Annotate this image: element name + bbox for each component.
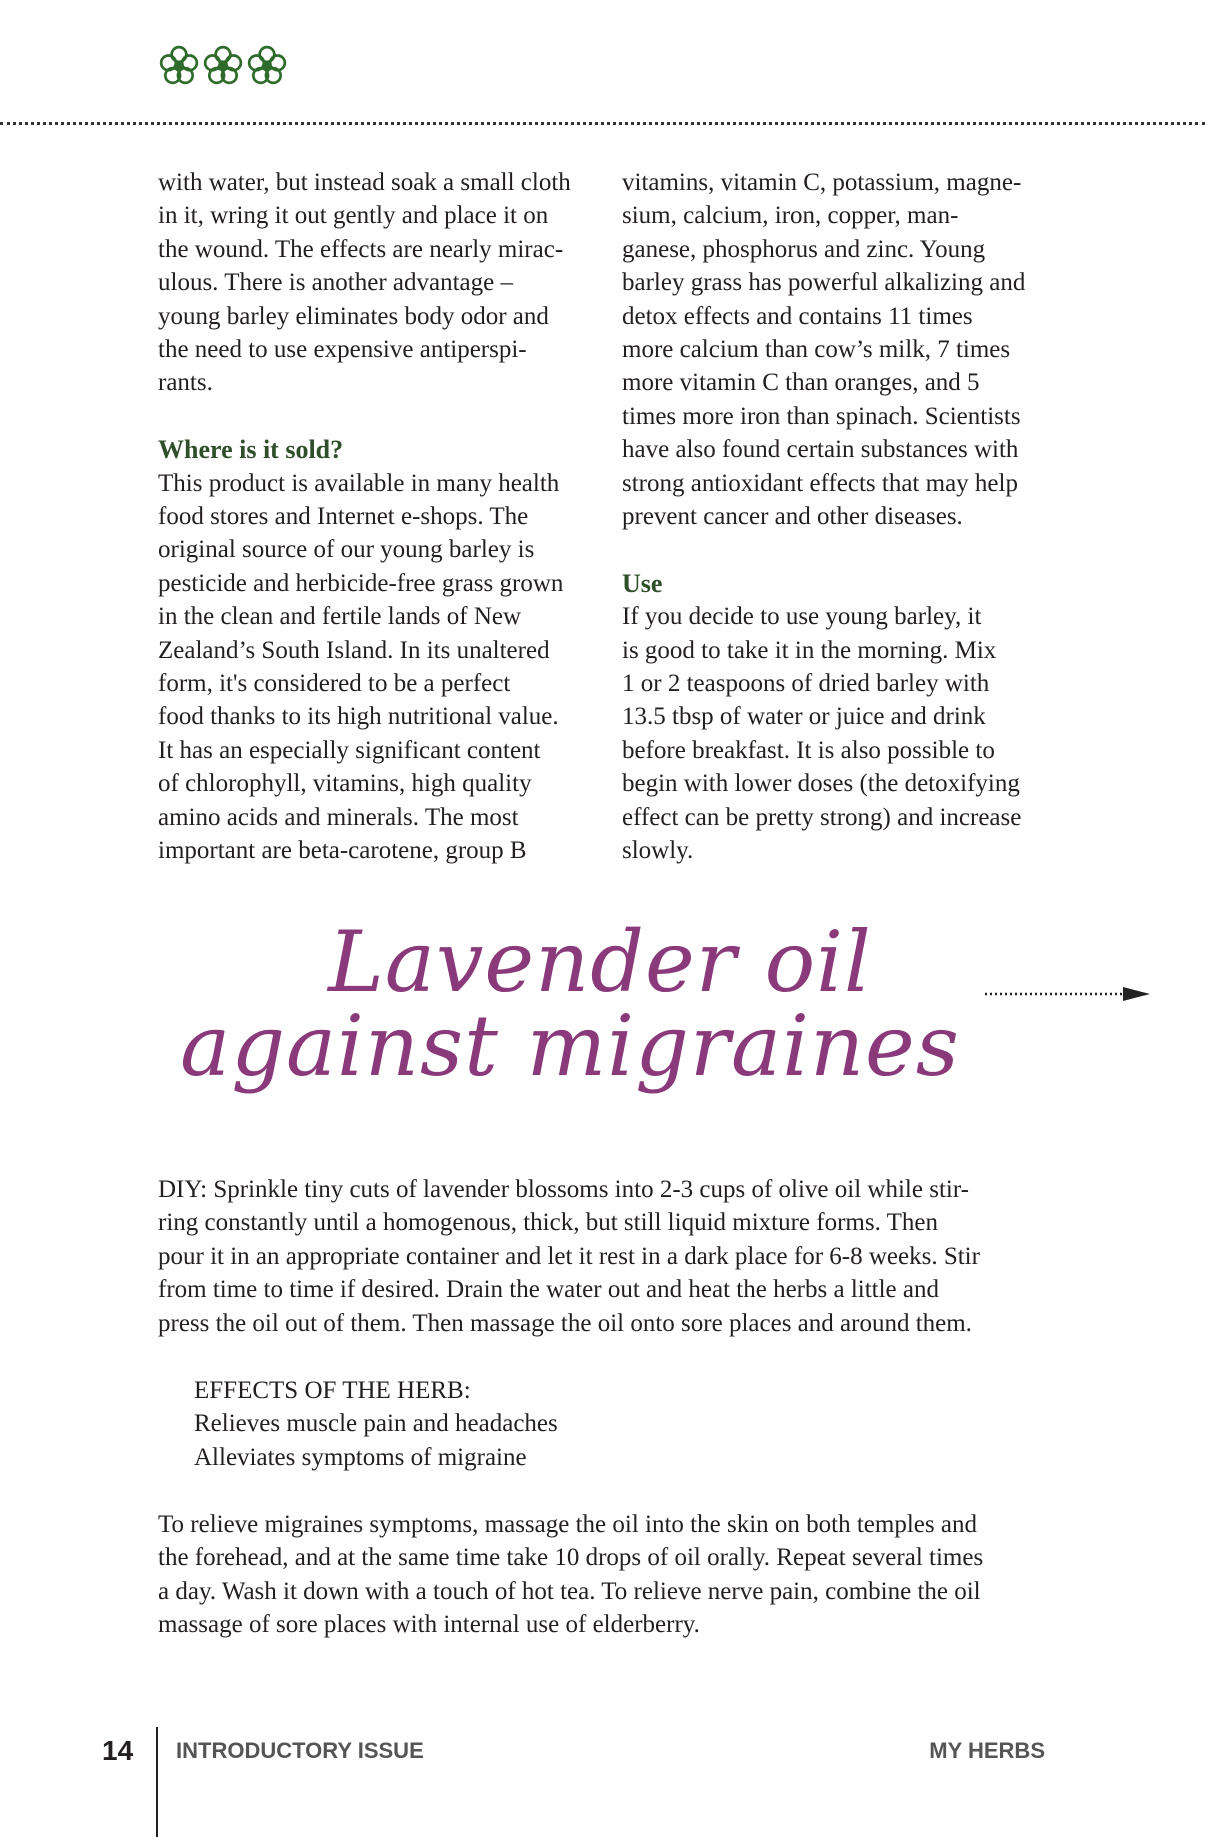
dotted-arrow-icon: [985, 985, 1150, 1003]
use-paragraph: If you decide to use young barley, it is good to take it in the morning. Mix 1 or 2 teaspoons of dried barley with 13.5 tbsp of water or juice and drink before breakfast. It is also possible to begin with lower doses (the detoxifying effect can be pretty strong) and increase slowly.: [622, 603, 1022, 865]
footer-divider: [156, 1727, 158, 1837]
title-line-2: against migraines: [180, 997, 960, 1095]
flower-decoration: [158, 44, 288, 88]
page-footer: [0, 1735, 1205, 1835]
diy-paragraph: DIY: Sprinkle tiny cuts of lavender blossoms into 2-3 cups of olive oil while stir- ring constantly until a homogenous, thick, but still liquid mixture forms. Then pour it in an appropriate container and let it rest in a dark place for 6-8 weeks. Stir from time to time if desired. Drain the water out and heat the herbs a little and press the oil out of them. Then massage the oil onto sore places and around them.: [158, 1176, 980, 1337]
effects-heading: EFFECTS OF THE HERB:: [194, 1377, 471, 1404]
where-sold-heading: Where is it sold?: [158, 435, 344, 465]
flower-icon: [246, 44, 288, 86]
issue-label: INTRODUCTORY ISSUE: [176, 1738, 424, 1763]
effect-item: Relieves muscle pain and headaches: [194, 1410, 558, 1438]
title-line-1: Lavender oil: [328, 913, 872, 1011]
left-column: [158, 166, 583, 868]
page-number: 14: [102, 1735, 134, 1766]
effect-item: Alleviates symptoms of migraine: [194, 1443, 527, 1471]
effects-list: [194, 1374, 1084, 1474]
header-dotted-divider: [0, 122, 1205, 125]
relieve-paragraph: To relieve migraines symptoms, massage the oil into the skin on both temples and the forehead, and at the same time take 10 drops of oil orally. Repeat several times a day. Wash it down with a touch of hot tea. To relieve nerve pain, combine the oil massage of sore places with internal use of elderberry.: [158, 1511, 984, 1639]
flower-icon: [158, 44, 200, 86]
barley-paragraph-continued: with water, but instead soak a small cloth in it, wring it out gently and place it on the wound. The effects are nearly mirac- ulous. There is another advantage – young barley eliminates body odor and the need to use expensive antiperspi- rants.: [158, 169, 571, 397]
magazine-name: MY HERBS: [929, 1738, 1045, 1763]
flower-icon: [202, 44, 244, 86]
right-column: [622, 166, 1047, 868]
article-title: [180, 913, 1000, 1095]
where-sold-paragraph: This product is available in many health food stores and Internet e-shops. The original source of our young barley is pesticide and herbicide-free grass grown in the clean and fertile lands of New Zealand’s South Island. In its unaltered form, it's considered to be a perfect food thanks to its high nutritional value. It has an especially significant content of chlorophyll, vitamins, high quality amino acids and minerals. The most important are beta-carotene, group B: [158, 469, 564, 865]
nutrients-paragraph: vitamins, vitamin C, potassium, magne- sium, calcium, iron, copper, man- ganese, phosphorus and zinc. Young barley grass has powerful alkalizing and detox effects and contains 11 times more calcium than cow’s milk, 7 times more vitamin C than oranges, and 5 times more iron than spinach. Scientists have also found certain substances with strong antioxidant effects that may help prevent cancer and other diseases.: [622, 169, 1026, 531]
use-heading: Use: [622, 568, 663, 598]
